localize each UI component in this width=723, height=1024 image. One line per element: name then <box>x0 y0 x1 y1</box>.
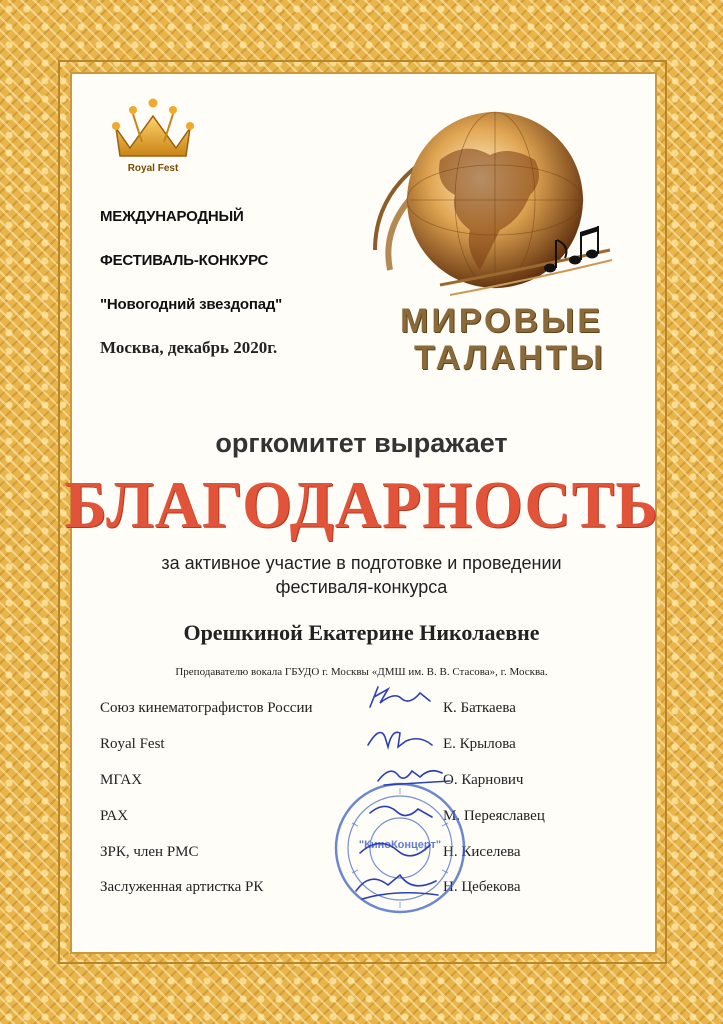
signatory-organization: МГАХ <box>100 772 143 788</box>
organizer-line-2: ФЕСТИВАЛЬ-КОНКУРС <box>100 252 269 269</box>
signatory-name: Н. Цебекова <box>443 879 521 895</box>
stamp-text: "КиноКонцерт" <box>358 839 442 851</box>
globe-music-icon <box>370 100 615 320</box>
committee-heading: оргкомитет выражает <box>215 428 508 458</box>
signatory-name: М. Переяславец <box>443 808 545 824</box>
signatory-organization: ЗРК, член РМС <box>100 844 199 860</box>
signatory-name: К. Баткаева <box>443 700 516 716</box>
festival-name: "Новогодний звездопад" <box>100 296 283 313</box>
brand-line-1: МИРОВЫЕ <box>400 302 603 340</box>
reason-line-1: за активное участие в подготовке и проведении <box>161 553 562 573</box>
reason-line-2: фестиваля-конкурса <box>275 577 448 597</box>
certificate-title: БЛАГОДАРНОСТЬ <box>64 467 659 542</box>
brand-line-2: ТАЛАНТЫ <box>414 339 606 377</box>
signatory-organization: Royal Fest <box>100 736 165 752</box>
signatory-name: Е. Крылова <box>443 736 516 752</box>
city-date: Москва, декабрь 2020г. <box>100 338 278 357</box>
recipient-name: Орешкиной Екатерине Николаевне <box>183 620 540 645</box>
organizer-line-1: МЕЖДУНАРОДНЫЙ <box>100 208 244 225</box>
royal-fest-logo-label: Royal Fest <box>127 163 179 174</box>
signatory-row <box>100 700 570 722</box>
recipient-position: Преподавателю вокала ГБУДО г. Москвы «ДМШ им. В. В. Стасова», г. Москва. <box>175 666 548 678</box>
signatory-name: О. Карнович <box>443 772 524 788</box>
signatory-row <box>100 736 570 758</box>
signatory-organization: Заслуженная артистка РК <box>100 879 264 895</box>
signatory-organization: Союз кинематографистов России <box>100 700 313 716</box>
handwritten-signatures <box>340 685 455 925</box>
signatory-organization: РАХ <box>100 808 129 824</box>
crown-icon <box>108 98 198 160</box>
signatory-name: Н. Киселева <box>443 844 521 860</box>
